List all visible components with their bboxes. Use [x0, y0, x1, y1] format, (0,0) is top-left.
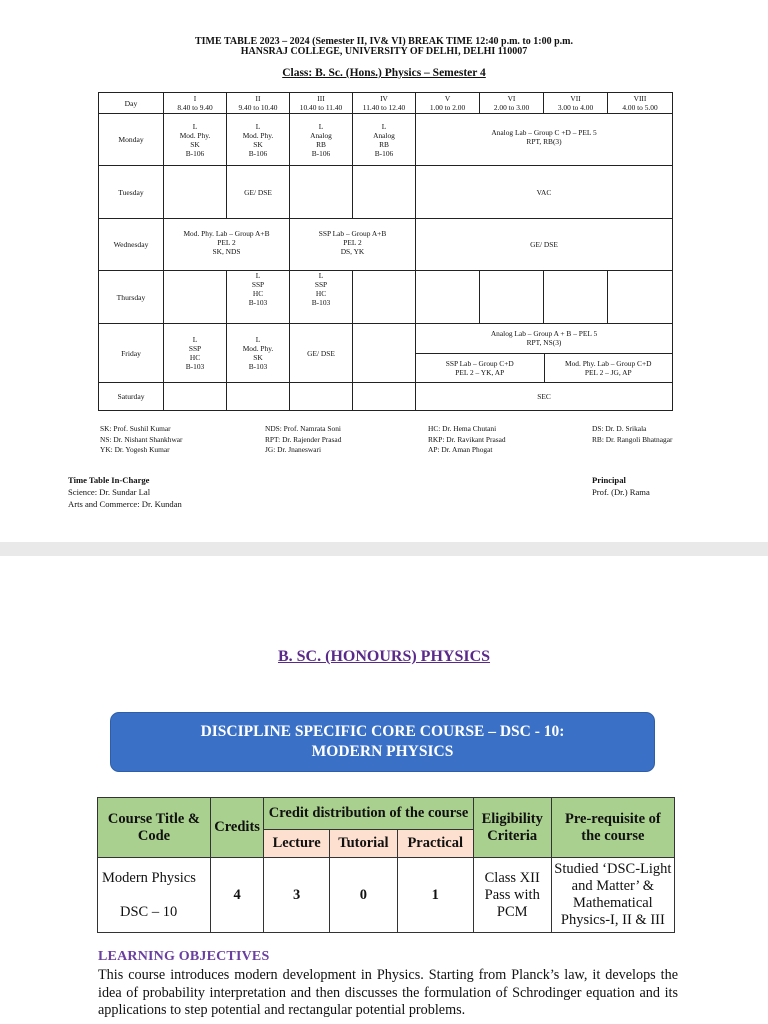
slot-cell [353, 324, 416, 383]
col-practical: Practical [397, 830, 473, 858]
slot-cell [480, 271, 544, 324]
friday-modphy-lab: Mod. Phy. Lab – Group C+D PEL 2 – JG, AP [544, 354, 673, 383]
col-credits: Credits [210, 798, 263, 858]
slot-cell: L SSP HC B-103 [164, 324, 227, 383]
slot-cell [164, 271, 227, 324]
course-banner [110, 712, 655, 772]
course-title-cell [98, 858, 211, 933]
faculty-abbreviations-1: SK: Prof. Sushil Kumar NS: Dr. Nishant Shankhwar YK: Dr. Yogesh Kumar [100, 424, 183, 455]
learning-objectives-text: This course introduces modern development in Physics. Starting from Planck’s law, it develops the idea of probability interpretation and then discusses the formulation of Schrodinger equation and its applications to step potential and rectangular potential problems. [98, 967, 678, 1018]
afternoon-slot: GE/ DSE [416, 219, 673, 271]
day-label: Monday [99, 114, 164, 166]
period-header [480, 93, 544, 114]
day-label: Wednesday [99, 219, 164, 271]
lecture-value: 3 [264, 858, 330, 933]
credit-data-row [98, 858, 675, 933]
faculty-abbreviations-4: DS: Dr. D. Srikala RB: Dr. Rangoli Bhatnagar [592, 424, 673, 444]
slot-cell [353, 383, 416, 411]
period-num: II [255, 94, 261, 103]
slot-cell: L SSP HC B-103 [290, 271, 353, 324]
friday-analog-lab: Analog Lab – Group A + B – PEL 5 RPT, NS(3) [416, 324, 672, 354]
eligibility-value: Class XII Pass with PCM [473, 858, 551, 933]
period-time: 10.40 to 11.40 [299, 103, 343, 112]
programme-heading: B. SC. (HONOURS) PHYSICS [277, 648, 491, 665]
page-separator [0, 542, 768, 556]
slot-cell [227, 383, 290, 411]
day-label: Friday [99, 324, 164, 383]
period-num: V [444, 94, 451, 103]
period-header [544, 93, 608, 114]
friday-ssp-lab: SSP Lab – Group C+D PEL 2 – YK, AP [445, 358, 514, 377]
period-header [608, 93, 673, 114]
incharge-title: Time Table In-Charge [68, 475, 150, 485]
class-line: Class: B. Sc. (Hons.) Physics – Semester 4 [282, 67, 486, 79]
period-time: 4.00 to 5.00 [622, 103, 658, 112]
col-prerequisite: Pre-requisite of the course [551, 798, 674, 858]
principal-name: Prof. (Dr.) Rama [592, 487, 650, 497]
period-num: I [193, 94, 197, 103]
credit-header-row-1 [98, 798, 675, 830]
col-lecture: Lecture [264, 830, 330, 858]
slot-cell: L SSP HC B-103 [227, 271, 290, 324]
period-time: 9.40 to 10.40 [238, 103, 278, 112]
period-header [164, 93, 227, 114]
credits-value: 4 [210, 858, 263, 933]
prerequisite-value: Studied ‘DSC-Light and Matter’ & Mathematical Physics-I, II & III [551, 858, 674, 933]
slot-cell: L Mod. Phy. SK B-106 [227, 114, 290, 166]
slot-cell [544, 271, 608, 324]
slot-cell: L Mod. Phy. SK B-103 [227, 324, 290, 383]
friday-lab-split [416, 354, 672, 383]
friday-row [99, 324, 673, 383]
afternoon-slot: Analog Lab – Group C +D – PEL 5 RPT, RB(3) [416, 114, 673, 166]
period-num: IV [380, 94, 388, 103]
practical-value: 1 [397, 858, 473, 933]
slot-cell: GE/ DSE [227, 166, 290, 219]
banner-line-2: MODERN PHYSICS [311, 743, 454, 760]
col-course-title: Course Title & Code [98, 798, 211, 858]
slot-cell [290, 166, 353, 219]
principal-title: Principal [592, 475, 626, 485]
slot-cell: GE/ DSE [290, 324, 353, 383]
slot-cell [353, 271, 416, 324]
slot-cell [608, 271, 673, 324]
course-code: DSC – 10 [120, 903, 178, 920]
incharge-block [68, 474, 182, 510]
day-header: Day [99, 93, 164, 114]
day-label: Tuesday [99, 166, 164, 219]
period-num: VII [570, 94, 581, 103]
period-header [290, 93, 353, 114]
slot-cell: L Mod. Phy. SK B-106 [164, 114, 227, 166]
period-num: III [317, 94, 325, 103]
col-eligibility: Eligibility Criteria [473, 798, 551, 858]
period-num: VI [507, 94, 516, 103]
period-time: 8.40 to 9.40 [177, 103, 213, 112]
period-time: 11.40 to 12.40 [362, 103, 406, 112]
afternoon-slot: VAC [416, 166, 673, 219]
period-header-row [99, 93, 673, 114]
lab-slot: Mod. Phy. Lab – Group A+B PEL 2 SK, NDS [164, 219, 290, 271]
afternoon-slot [416, 324, 673, 383]
tutorial-value: 0 [330, 858, 398, 933]
afternoon-slot: SEC [416, 383, 673, 411]
principal-block [592, 474, 650, 498]
period-time: 1.00 to 2.00 [429, 103, 466, 112]
faculty-abbreviations-2: NDS: Prof. Namrata Soni RPT: Dr. Rajender Prasad JG: Dr. Jnaneswari [265, 424, 342, 455]
credit-distribution-table [97, 797, 675, 933]
tuesday-row [99, 166, 673, 219]
col-credit-distribution: Credit distribution of the course [264, 798, 473, 830]
monday-row [99, 114, 673, 166]
thursday-row [99, 271, 673, 324]
incharge-science: Science: Dr. Sundar Lal [68, 487, 151, 497]
learning-objectives-heading: LEARNING OBJECTIVES [98, 949, 270, 964]
day-label: Saturday [99, 383, 164, 411]
day-label: Thursday [99, 271, 164, 324]
lab-slot: SSP Lab – Group A+B PEL 2 DS, YK [290, 219, 416, 271]
col-tutorial: Tutorial [330, 830, 398, 858]
slot-cell [416, 271, 480, 324]
saturday-row [99, 383, 673, 411]
friday-afternoon-stack [416, 324, 672, 382]
faculty-abbreviations-3: HC: Dr. Hema Chutani RKP: Dr. Ravikant Prasad AP: Dr. Aman Phogat [428, 424, 506, 455]
slot-cell [290, 383, 353, 411]
period-num: VIII [633, 94, 647, 103]
slot-cell [353, 166, 416, 219]
slot-cell: L Analog RB B-106 [290, 114, 353, 166]
timetable-grid [98, 92, 673, 411]
period-time: 2.00 to 3.00 [493, 103, 530, 112]
slot-cell [164, 383, 227, 411]
slot-cell [164, 166, 227, 219]
timetable-title: TIME TABLE 2023 – 2024 (Semester II, IV& VI) BREAK TIME 12:40 p.m. to 1:00 p.m. [195, 36, 573, 47]
college-name: HANSRAJ COLLEGE, UNIVERSITY OF DELHI, DELHI 110007 [240, 46, 528, 57]
slot-cell: L Analog RB B-106 [353, 114, 416, 166]
course-title: Modern Physics [102, 869, 196, 886]
period-header [227, 93, 290, 114]
incharge-arts: Arts and Commerce: Dr. Kundan [68, 499, 182, 509]
syllabus-page [8, 556, 760, 1024]
period-header [416, 93, 480, 114]
wednesday-row [99, 219, 673, 271]
banner-line-1: DISCIPLINE SPECIFIC CORE COURSE – DSC - 10: [200, 723, 565, 740]
period-header [353, 93, 416, 114]
period-time: 3.00 to 4.00 [557, 103, 594, 112]
